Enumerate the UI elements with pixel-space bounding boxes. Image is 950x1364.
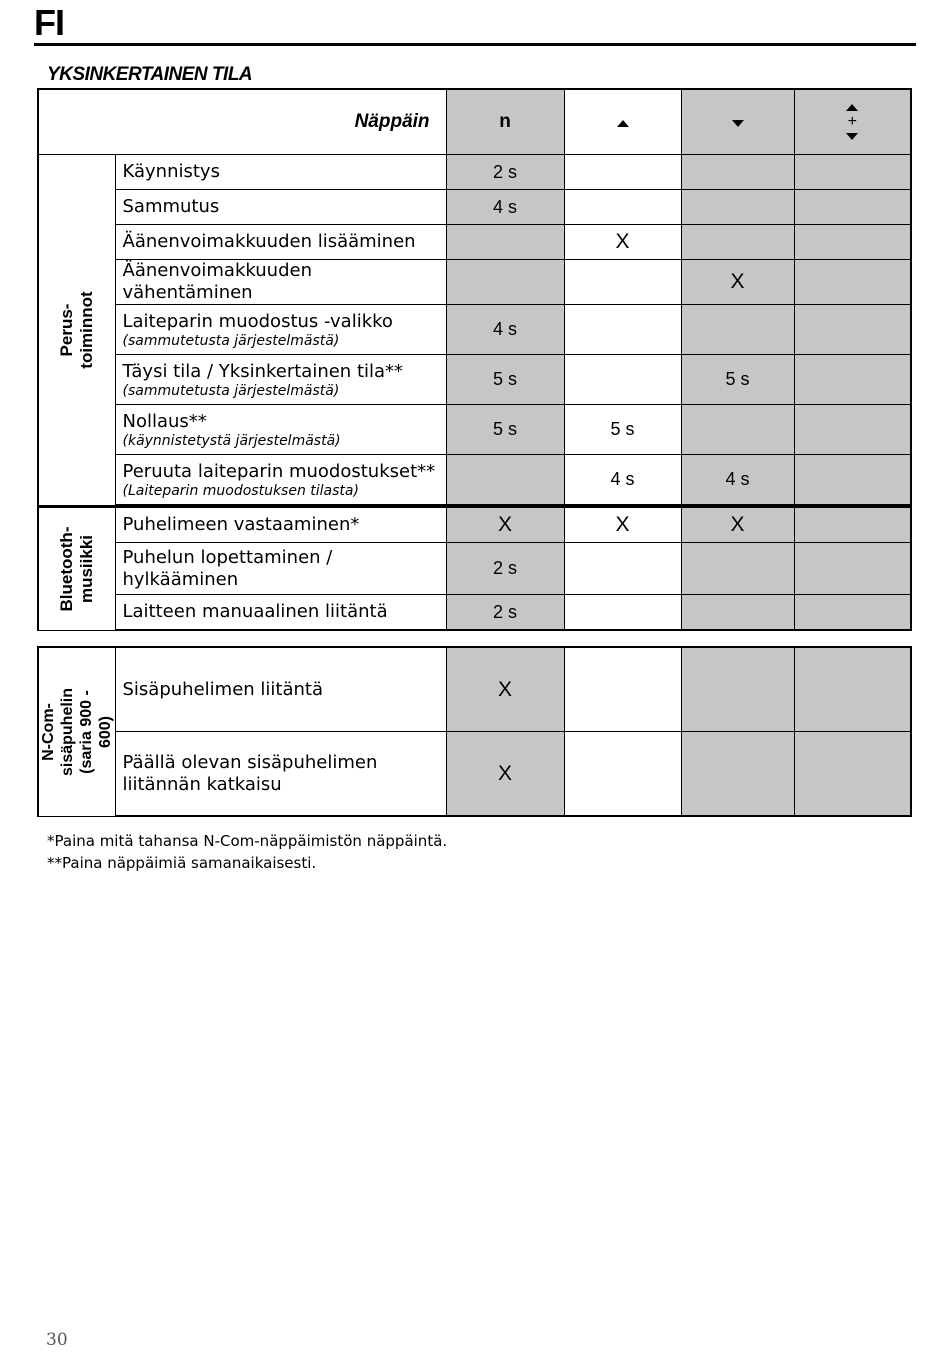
function-label: Käynnistys: [115, 155, 446, 190]
cell-key-combo: [794, 732, 911, 817]
group-label-bluetooth: Bluetooth- musiikki: [38, 507, 115, 630]
cell-key-down: X: [681, 260, 794, 305]
table-row: [38, 190, 911, 225]
table-header-row: [38, 89, 911, 155]
function-label: Laitteen manuaalinen liitäntä: [115, 595, 446, 631]
cell-key-n: 2 s: [446, 595, 564, 631]
table-row: [38, 543, 911, 595]
cell-key-down: [681, 190, 794, 225]
cell-key-up: [564, 190, 681, 225]
cell-key-up: 5 s: [564, 405, 681, 455]
cell-key-up: [564, 260, 681, 305]
key-combo-header: [794, 89, 911, 155]
table-row: [38, 355, 911, 405]
table-row: [38, 507, 911, 543]
cell-key-n: 4 s: [446, 305, 564, 355]
function-label: Päällä olevan sisäpuhelimen liitännän katkaisu: [115, 732, 446, 817]
cell-key-combo: [794, 260, 911, 305]
cell-key-n: X: [446, 732, 564, 817]
cell-key-up: [564, 305, 681, 355]
cell-key-combo: [794, 405, 911, 455]
cell-key-up: [564, 647, 681, 732]
mode-title: YKSINKERTAINEN TILA: [47, 64, 253, 85]
cell-key-up: [564, 543, 681, 595]
cell-key-down: [681, 595, 794, 631]
function-label: Puhelun lopettaminen / hylkääminen: [115, 543, 446, 595]
table-row: [38, 260, 911, 305]
function-label: Laiteparin muodostus -valikko (sammutetusta järjestelmästä): [115, 305, 446, 355]
table-row: [38, 595, 911, 631]
cell-key-n: 2 s: [446, 543, 564, 595]
cell-key-up: [564, 595, 681, 631]
footnote-single-asterisk: *Paina mitä tahansa N-Com-näppäimistön näppäintä.: [47, 832, 448, 850]
function-label: Sisäpuhelimen liitäntä: [115, 647, 446, 732]
table-row: [38, 225, 911, 260]
cell-key-down: [681, 225, 794, 260]
cell-key-down: 4 s: [681, 455, 794, 506]
cell-key-down: [681, 732, 794, 817]
table-row: [38, 305, 911, 355]
basic-functions-table: [37, 88, 912, 506]
cell-key-up: X: [564, 507, 681, 543]
cell-key-n: X: [446, 507, 564, 543]
cell-key-n: 5 s: [446, 405, 564, 455]
bluetooth-table: [37, 506, 912, 631]
cell-key-up: X: [564, 225, 681, 260]
cell-key-n: [446, 260, 564, 305]
key-n-header: n: [446, 89, 564, 155]
key-down-header: [681, 89, 794, 155]
table-row: [38, 155, 911, 190]
footnote-double-asterisk: **Paina näppäimiä samanaikaisesti.: [47, 854, 317, 872]
function-label: Täysi tila / Yksinkertainen tila** (sammutetusta järjestelmästä): [115, 355, 446, 405]
header-rule: [34, 43, 916, 46]
cell-key-up: [564, 732, 681, 817]
cell-key-combo: [794, 305, 911, 355]
language-code: FI: [34, 2, 64, 43]
function-label: Nollaus** (käynnistetystä järjestelmästä): [115, 405, 446, 455]
keys-header-label: Näppäin: [38, 89, 446, 155]
function-label: Sammutus: [115, 190, 446, 225]
function-label: Puhelimeen vastaaminen*: [115, 507, 446, 543]
triangle-up-icon: [617, 120, 629, 127]
cell-key-combo: [794, 595, 911, 631]
cell-key-down: X: [681, 507, 794, 543]
cell-key-combo: [794, 507, 911, 543]
cell-key-combo: [794, 190, 911, 225]
function-label: Äänenvoimakkuuden vähentäminen: [115, 260, 446, 305]
cell-key-down: 5 s: [681, 355, 794, 405]
group-label-ncom: N-Com- sisäpuhelin (saria 900 - 600): [38, 647, 115, 816]
cell-key-up: [564, 355, 681, 405]
cell-key-n: 5 s: [446, 355, 564, 405]
cell-key-combo: [794, 647, 911, 732]
cell-key-combo: [794, 225, 911, 260]
cell-key-combo: [794, 355, 911, 405]
cell-key-combo: [794, 155, 911, 190]
cell-key-up: [564, 155, 681, 190]
plus-sign: +: [847, 113, 857, 130]
triangle-down-icon: [846, 133, 858, 140]
cell-key-n: X: [446, 647, 564, 732]
cell-key-n: [446, 455, 564, 506]
cell-key-down: [681, 405, 794, 455]
cell-key-up: 4 s: [564, 455, 681, 506]
group-label-basic: Perus- toiminnot: [38, 155, 115, 506]
cell-key-combo: [794, 543, 911, 595]
cell-key-n: 2 s: [446, 155, 564, 190]
cell-key-n: [446, 225, 564, 260]
triangle-down-icon: [732, 120, 744, 127]
table-row: [38, 405, 911, 455]
function-label: Äänenvoimakkuuden lisääminen: [115, 225, 446, 260]
function-label: Peruuta laiteparin muodostukset** (Laiteparin muodostuksen tilasta): [115, 455, 446, 506]
cell-key-down: [681, 647, 794, 732]
table-row: [38, 732, 911, 817]
cell-key-n: 4 s: [446, 190, 564, 225]
table-row: [38, 455, 911, 506]
key-up-header: [564, 89, 681, 155]
cell-key-down: [681, 543, 794, 595]
cell-key-down: [681, 155, 794, 190]
page-number: 30: [46, 1330, 68, 1350]
cell-key-down: [681, 305, 794, 355]
ncom-intercom-table: [37, 646, 912, 817]
table-row: [38, 647, 911, 732]
triangle-up-icon: [846, 104, 858, 111]
cell-key-combo: [794, 455, 911, 506]
